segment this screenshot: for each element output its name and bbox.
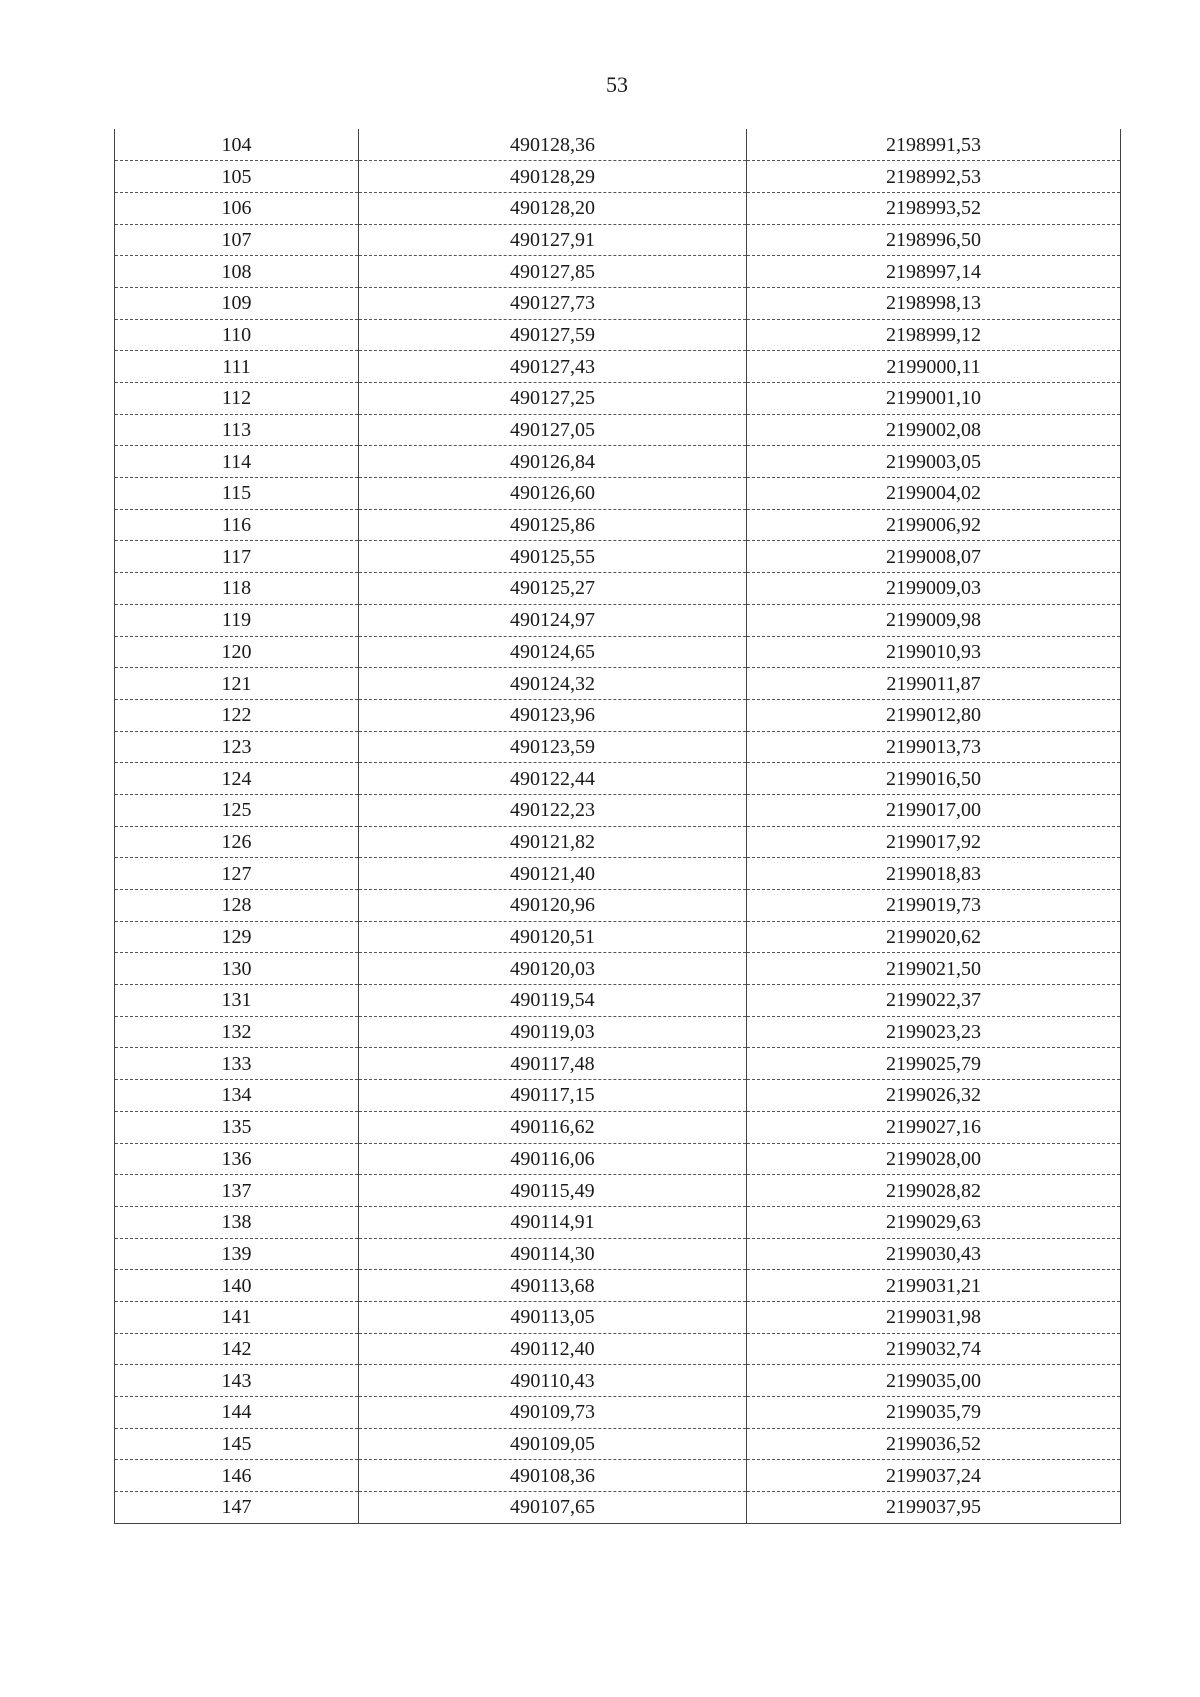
table-row xyxy=(115,192,1121,224)
point-number-cell: 113 xyxy=(115,414,359,446)
x-coordinate-cell: 490120,96 xyxy=(359,890,747,922)
point-number-cell: 118 xyxy=(115,573,359,605)
x-coordinate-cell: 490112,40 xyxy=(359,1333,747,1365)
y-coordinate-cell: 2199001,10 xyxy=(747,383,1121,415)
y-coordinate-cell: 2199012,80 xyxy=(747,699,1121,731)
table-row xyxy=(115,1270,1121,1302)
table-row xyxy=(115,731,1121,763)
x-coordinate-cell: 490108,36 xyxy=(359,1460,747,1492)
table-row xyxy=(115,794,1121,826)
y-coordinate-cell: 2199035,79 xyxy=(747,1397,1121,1429)
point-number-cell: 135 xyxy=(115,1111,359,1143)
table-row xyxy=(115,858,1121,890)
x-coordinate-cell: 490109,73 xyxy=(359,1397,747,1429)
y-coordinate-cell: 2199010,93 xyxy=(747,636,1121,668)
point-number-cell: 137 xyxy=(115,1175,359,1207)
point-number-cell: 138 xyxy=(115,1206,359,1238)
table-row xyxy=(115,636,1121,668)
point-number-cell: 129 xyxy=(115,921,359,953)
y-coordinate-cell: 2199018,83 xyxy=(747,858,1121,890)
x-coordinate-cell: 490127,91 xyxy=(359,224,747,256)
table-row xyxy=(115,1460,1121,1492)
y-coordinate-cell: 2198999,12 xyxy=(747,319,1121,351)
y-coordinate-cell: 2199002,08 xyxy=(747,414,1121,446)
x-coordinate-cell: 490127,85 xyxy=(359,256,747,288)
y-coordinate-cell: 2198998,13 xyxy=(747,287,1121,319)
x-coordinate-cell: 490124,97 xyxy=(359,604,747,636)
table-row xyxy=(115,699,1121,731)
table-row xyxy=(115,890,1121,922)
table-row xyxy=(115,446,1121,478)
y-coordinate-cell: 2199037,95 xyxy=(747,1492,1121,1524)
table-row xyxy=(115,1111,1121,1143)
x-coordinate-cell: 490126,60 xyxy=(359,478,747,510)
table-row xyxy=(115,287,1121,319)
point-number-cell: 134 xyxy=(115,1080,359,1112)
point-number-cell: 117 xyxy=(115,541,359,573)
point-number-cell: 133 xyxy=(115,1048,359,1080)
table-row xyxy=(115,1492,1121,1524)
point-number-cell: 147 xyxy=(115,1492,359,1524)
x-coordinate-cell: 490128,36 xyxy=(359,129,747,161)
point-number-cell: 112 xyxy=(115,383,359,415)
point-number-cell: 130 xyxy=(115,953,359,985)
table-row xyxy=(115,1238,1121,1270)
y-coordinate-cell: 2199022,37 xyxy=(747,985,1121,1017)
x-coordinate-cell: 490116,06 xyxy=(359,1143,747,1175)
y-coordinate-cell: 2198993,52 xyxy=(747,192,1121,224)
y-coordinate-cell: 2198996,50 xyxy=(747,224,1121,256)
table-row xyxy=(115,224,1121,256)
x-coordinate-cell: 490128,20 xyxy=(359,192,747,224)
x-coordinate-cell: 490127,05 xyxy=(359,414,747,446)
coordinates-table xyxy=(114,129,1121,1524)
table-row xyxy=(115,478,1121,510)
x-coordinate-cell: 490117,48 xyxy=(359,1048,747,1080)
point-number-cell: 136 xyxy=(115,1143,359,1175)
point-number-cell: 115 xyxy=(115,478,359,510)
y-coordinate-cell: 2199017,00 xyxy=(747,794,1121,826)
y-coordinate-cell: 2199003,05 xyxy=(747,446,1121,478)
point-number-cell: 141 xyxy=(115,1301,359,1333)
y-coordinate-cell: 2199028,00 xyxy=(747,1143,1121,1175)
x-coordinate-cell: 490125,27 xyxy=(359,573,747,605)
x-coordinate-cell: 490127,59 xyxy=(359,319,747,351)
y-coordinate-cell: 2199027,16 xyxy=(747,1111,1121,1143)
point-number-cell: 131 xyxy=(115,985,359,1017)
table-row xyxy=(115,668,1121,700)
point-number-cell: 111 xyxy=(115,351,359,383)
point-number-cell: 110 xyxy=(115,319,359,351)
point-number-cell: 126 xyxy=(115,826,359,858)
point-number-cell: 114 xyxy=(115,446,359,478)
table-row xyxy=(115,1080,1121,1112)
table-row xyxy=(115,1301,1121,1333)
y-coordinate-cell: 2199028,82 xyxy=(747,1175,1121,1207)
y-coordinate-cell: 2199019,73 xyxy=(747,890,1121,922)
y-coordinate-cell: 2199011,87 xyxy=(747,668,1121,700)
y-coordinate-cell: 2199013,73 xyxy=(747,731,1121,763)
point-number-cell: 146 xyxy=(115,1460,359,1492)
point-number-cell: 144 xyxy=(115,1397,359,1429)
point-number-cell: 140 xyxy=(115,1270,359,1302)
y-coordinate-cell: 2199023,23 xyxy=(747,1016,1121,1048)
y-coordinate-cell: 2199029,63 xyxy=(747,1206,1121,1238)
table-row xyxy=(115,351,1121,383)
table-row xyxy=(115,985,1121,1017)
table-row xyxy=(115,921,1121,953)
table-row xyxy=(115,256,1121,288)
point-number-cell: 108 xyxy=(115,256,359,288)
y-coordinate-cell: 2199026,32 xyxy=(747,1080,1121,1112)
x-coordinate-cell: 490107,65 xyxy=(359,1492,747,1524)
table-row xyxy=(115,763,1121,795)
point-number-cell: 121 xyxy=(115,668,359,700)
y-coordinate-cell: 2199000,11 xyxy=(747,351,1121,383)
point-number-cell: 109 xyxy=(115,287,359,319)
y-coordinate-cell: 2199031,21 xyxy=(747,1270,1121,1302)
x-coordinate-cell: 490123,96 xyxy=(359,699,747,731)
x-coordinate-cell: 490125,86 xyxy=(359,509,747,541)
x-coordinate-cell: 490121,40 xyxy=(359,858,747,890)
point-number-cell: 139 xyxy=(115,1238,359,1270)
point-number-cell: 124 xyxy=(115,763,359,795)
point-number-cell: 145 xyxy=(115,1428,359,1460)
x-coordinate-cell: 490128,29 xyxy=(359,161,747,193)
y-coordinate-cell: 2199017,92 xyxy=(747,826,1121,858)
table-row xyxy=(115,541,1121,573)
table-row xyxy=(115,1175,1121,1207)
x-coordinate-cell: 490124,32 xyxy=(359,668,747,700)
point-number-cell: 142 xyxy=(115,1333,359,1365)
x-coordinate-cell: 490115,49 xyxy=(359,1175,747,1207)
x-coordinate-cell: 490110,43 xyxy=(359,1365,747,1397)
table-row xyxy=(115,1048,1121,1080)
x-coordinate-cell: 490124,65 xyxy=(359,636,747,668)
y-coordinate-cell: 2199021,50 xyxy=(747,953,1121,985)
page-number: 53 xyxy=(606,72,628,97)
table-row xyxy=(115,1365,1121,1397)
table-row xyxy=(115,604,1121,636)
x-coordinate-cell: 490119,54 xyxy=(359,985,747,1017)
y-coordinate-cell: 2199030,43 xyxy=(747,1238,1121,1270)
y-coordinate-cell: 2199020,62 xyxy=(747,921,1121,953)
x-coordinate-cell: 490121,82 xyxy=(359,826,747,858)
x-coordinate-cell: 490127,25 xyxy=(359,383,747,415)
y-coordinate-cell: 2199016,50 xyxy=(747,763,1121,795)
x-coordinate-cell: 490123,59 xyxy=(359,731,747,763)
point-number-cell: 116 xyxy=(115,509,359,541)
point-number-cell: 128 xyxy=(115,890,359,922)
table-row xyxy=(115,383,1121,415)
x-coordinate-cell: 490114,91 xyxy=(359,1206,747,1238)
point-number-cell: 132 xyxy=(115,1016,359,1048)
table-row xyxy=(115,509,1121,541)
point-number-cell: 125 xyxy=(115,794,359,826)
y-coordinate-cell: 2199025,79 xyxy=(747,1048,1121,1080)
point-number-cell: 122 xyxy=(115,699,359,731)
x-coordinate-cell: 490113,68 xyxy=(359,1270,747,1302)
x-coordinate-cell: 490122,44 xyxy=(359,763,747,795)
x-coordinate-cell: 490114,30 xyxy=(359,1238,747,1270)
x-coordinate-cell: 490125,55 xyxy=(359,541,747,573)
point-number-cell: 123 xyxy=(115,731,359,763)
x-coordinate-cell: 490126,84 xyxy=(359,446,747,478)
x-coordinate-cell: 490127,73 xyxy=(359,287,747,319)
y-coordinate-cell: 2199006,92 xyxy=(747,509,1121,541)
table-row xyxy=(115,129,1121,161)
point-number-cell: 104 xyxy=(115,129,359,161)
table-row xyxy=(115,319,1121,351)
point-number-cell: 119 xyxy=(115,604,359,636)
x-coordinate-cell: 490113,05 xyxy=(359,1301,747,1333)
table-row xyxy=(115,573,1121,605)
x-coordinate-cell: 490127,43 xyxy=(359,351,747,383)
table-row xyxy=(115,1428,1121,1460)
table-row xyxy=(115,1206,1121,1238)
y-coordinate-cell: 2198997,14 xyxy=(747,256,1121,288)
point-number-cell: 127 xyxy=(115,858,359,890)
x-coordinate-cell: 490119,03 xyxy=(359,1016,747,1048)
y-coordinate-cell: 2199037,24 xyxy=(747,1460,1121,1492)
table-row xyxy=(115,161,1121,193)
y-coordinate-cell: 2199009,03 xyxy=(747,573,1121,605)
x-coordinate-cell: 490120,51 xyxy=(359,921,747,953)
y-coordinate-cell: 2199009,98 xyxy=(747,604,1121,636)
x-coordinate-cell: 490109,05 xyxy=(359,1428,747,1460)
point-number-cell: 107 xyxy=(115,224,359,256)
table-row xyxy=(115,826,1121,858)
x-coordinate-cell: 490117,15 xyxy=(359,1080,747,1112)
y-coordinate-cell: 2199008,07 xyxy=(747,541,1121,573)
y-coordinate-cell: 2199036,52 xyxy=(747,1428,1121,1460)
y-coordinate-cell: 2198992,53 xyxy=(747,161,1121,193)
y-coordinate-cell: 2199035,00 xyxy=(747,1365,1121,1397)
table-row xyxy=(115,414,1121,446)
point-number-cell: 143 xyxy=(115,1365,359,1397)
y-coordinate-cell: 2198991,53 xyxy=(747,129,1121,161)
table-row xyxy=(115,953,1121,985)
y-coordinate-cell: 2199032,74 xyxy=(747,1333,1121,1365)
table-row xyxy=(115,1143,1121,1175)
y-coordinate-cell: 2199004,02 xyxy=(747,478,1121,510)
coordinates-table-body xyxy=(115,129,1121,1523)
point-number-cell: 120 xyxy=(115,636,359,668)
x-coordinate-cell: 490116,62 xyxy=(359,1111,747,1143)
point-number-cell: 106 xyxy=(115,192,359,224)
x-coordinate-cell: 490120,03 xyxy=(359,953,747,985)
table-row xyxy=(115,1333,1121,1365)
x-coordinate-cell: 490122,23 xyxy=(359,794,747,826)
y-coordinate-cell: 2199031,98 xyxy=(747,1301,1121,1333)
table-row xyxy=(115,1016,1121,1048)
point-number-cell: 105 xyxy=(115,161,359,193)
table-row xyxy=(115,1397,1121,1429)
